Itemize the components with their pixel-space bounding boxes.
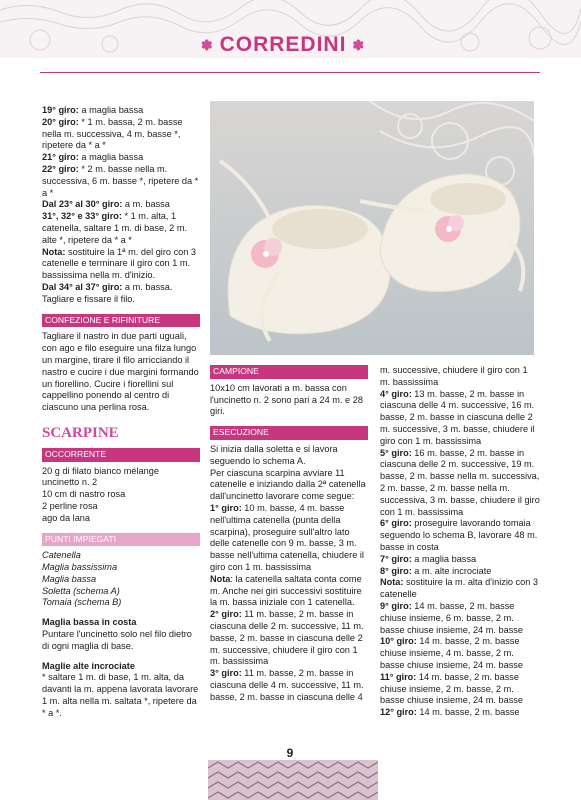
round-item: 5° giro: 16 m. basse, 2 m. basse in ciascuna delle 2 m. successive, 19 m. basse, 2 m. basse nella m. successiva, 2 m. basse, 2 m. basse nella m. successiva, 3 m. basse, chiudere il giro con 1 m. bassissima: [380, 447, 540, 517]
round-item: 20° giro: * 1 m. bassa, 2 m. basse nella m. successiva, 4 m. basse *, ripetere da * a *: [42, 116, 183, 151]
round-item: 9° giro: 14 m. basse, 2 m. basse chiuse insieme, 6 m. basse, 2 m. basse chiuse insieme, 24 m. basse: [380, 600, 523, 635]
list-item: Catenella: [42, 550, 81, 561]
campione-text: 10x10 cm lavorati a m. bassa con l'uncinetto n. 2 sono pari a 24 m. e 28 giri.: [210, 382, 363, 417]
stitch-text-mai: * saltare 1 m. di base, 1 m. alta, da davanti la m. appena lavorata lavorare 1 m. alta nella m. saltata *, ripetere da * a *.: [42, 672, 199, 718]
round-list: [380, 365, 540, 719]
round-list: [210, 503, 368, 704]
list-item: 10 cm di nastro rosa: [42, 489, 126, 500]
list-item: ago da lana: [42, 512, 91, 523]
round-list: [42, 105, 200, 306]
footer-knit-texture: [208, 760, 378, 800]
booties-photo: [210, 101, 534, 355]
column-right: [380, 365, 540, 719]
section-label-confezione: CONFEZIONE E RIFINITURE: [42, 314, 200, 328]
flower-icon-left: ✽: [200, 36, 214, 53]
round-item: 31°, 32° e 33° giro: * 1 m. alta, 1 catenella, saltare 1 m. di base, 2 m. alte *, ripetere da * a *: [42, 211, 188, 245]
round-item: 6° giro: proseguire lavorando tomaia seguendo lo schema B, lavorare 48 m. basse in costa: [380, 518, 538, 552]
round-item: 2° giro: 11 m. basse, 2 m. basse in ciascuna delle 2 m. successive, 11 m. basse, 2 m. basse in ciascuna delle 2 m. successive, chiudere il giro con 1 m. bassissima: [210, 609, 364, 667]
header-divider: [40, 72, 540, 73]
section-label-esecuzione: ESECUZIONE: [210, 426, 368, 440]
esecuzione-intro-2: Per ciascuna scarpina avviare 11 catenelle e iniziando dalla 2ª catenella dall'uncinetto lavorare come segue:: [210, 467, 366, 502]
round-item: 1° giro: 10 m. basse, 4 m. basse nell'ultima catenella (punta della scarpina), proseguire sull'altro lato delle catenelle con 9 m. basse, 3 m. basse nell'ultima catenella, chiudere il giro con 1 m. bassissima: [210, 502, 364, 572]
subtitle-scarpine: SCARPINE: [42, 424, 119, 441]
list-item: uncinetto n. 2: [42, 477, 98, 488]
list-item: Tomaia (schema B): [42, 597, 122, 608]
round-item: 12° giro: 14 m. basse, 2 m. basse: [380, 707, 520, 718]
list-item: 2 perline rosa: [42, 500, 98, 511]
list-item: Soletta (schema A): [42, 585, 120, 596]
esecuzione-intro: Si inizia dalla soletta e si lavora seguendo lo schema A.: [210, 443, 338, 466]
round-item: 4° giro: 13 m. basse, 2 m. basse in ciascuna delle 4 m. successive, 16 m. basse, 2 m. basse in ciascuna delle 2 m. successive, 3 m. basse, chiudere il giro con 1 m. bassissima: [380, 388, 535, 446]
list-item: 20 g di filato bianco mélange: [42, 465, 159, 476]
stitch-title-mai: Maglie alte incrociate: [42, 660, 135, 671]
section-title: CORREDINI: [219, 33, 347, 56]
column-left: [42, 105, 200, 720]
round-item: Dal 34° al 37° giro: a m. bassa. Tagliare e fissare il filo.: [42, 281, 173, 304]
round-item: 11° giro: 14 m. basse, 2 m. basse chiuse insieme, 2 m. basse, 2 m. basse chiuse insieme, 24 m. basse: [380, 671, 523, 706]
list-item: Maglia bassa: [42, 573, 97, 584]
stitch-title-mbc: Maglia bassa in costa: [42, 617, 137, 628]
round-item: 22° giro: * 2 m. basse nella m. successiva, 6 m. basse *, ripetere da * a *: [42, 163, 199, 198]
stitch-text-mbc: Puntare l'uncinetto solo nel filo dietro di ogni maglia di base.: [42, 629, 192, 651]
round-item: 7° giro: a maglia bassa: [380, 553, 477, 564]
flower-icon-right: ✽: [352, 36, 366, 53]
page-number: 9: [286, 746, 294, 760]
round-item: 3° giro: 11 m. basse, 2 m. basse in ciascuna delle 4 m. successive, 11 m. basse, 2 m. basse in ciascuna delle 4: [210, 668, 364, 702]
column-middle: [210, 365, 368, 704]
materials-list: [42, 466, 200, 525]
section-label-punti: PUNTI IMPIEGATI: [42, 533, 200, 547]
round-item: Nota: sostituire la 1ª m. del giro con 3 catenelle e terminare il giro con 1 m. bassissima nella m. d'inizio.: [42, 246, 197, 281]
section-banner: [168, 33, 398, 57]
round-item: m. successive, chiudere il giro con 1 m. bassissima: [380, 365, 528, 387]
round-item: Nota: sostituire la m. alta d'inizio con 3 catenelle: [380, 577, 539, 600]
confezione-text: Tagliare il nastro in due parti uguali, con ago e filo eseguire una filza lungo un margine, tirare il filo arricciando il nastro e cucire i due margini formando un fiorellino. Cucire i fiorellini sul cappellino ponendo al centro di ciascuno una perlina rosa.: [42, 331, 199, 413]
stitches-list: [42, 550, 200, 609]
list-item: Maglia bassissima: [42, 562, 118, 573]
round-item: Nota: la catenella saltata conta come m. Anche nei giri successivi sostituire la m. bassa iniziale con 1 catenella.: [210, 573, 362, 608]
section-label-campione: CAMPIONE: [210, 365, 368, 379]
watermark: PassionForum.ru: [502, 786, 571, 796]
section-label-occorrente: OCCORRENTE: [42, 448, 200, 462]
round-item: 10° giro: 14 m. basse, 2 m. basse chiuse insieme, 4 m. basse, 2 m. basse chiuse insieme, 24 m. basse: [380, 636, 523, 670]
round-item: 21° giro: a maglia bassa: [42, 152, 144, 163]
round-item: 8° giro: a m. alte incrociate: [380, 565, 492, 576]
round-item: Dal 23° al 30° giro: a m. bassa: [42, 199, 170, 210]
round-item: 19° giro: a maglia bassa: [42, 105, 144, 115]
